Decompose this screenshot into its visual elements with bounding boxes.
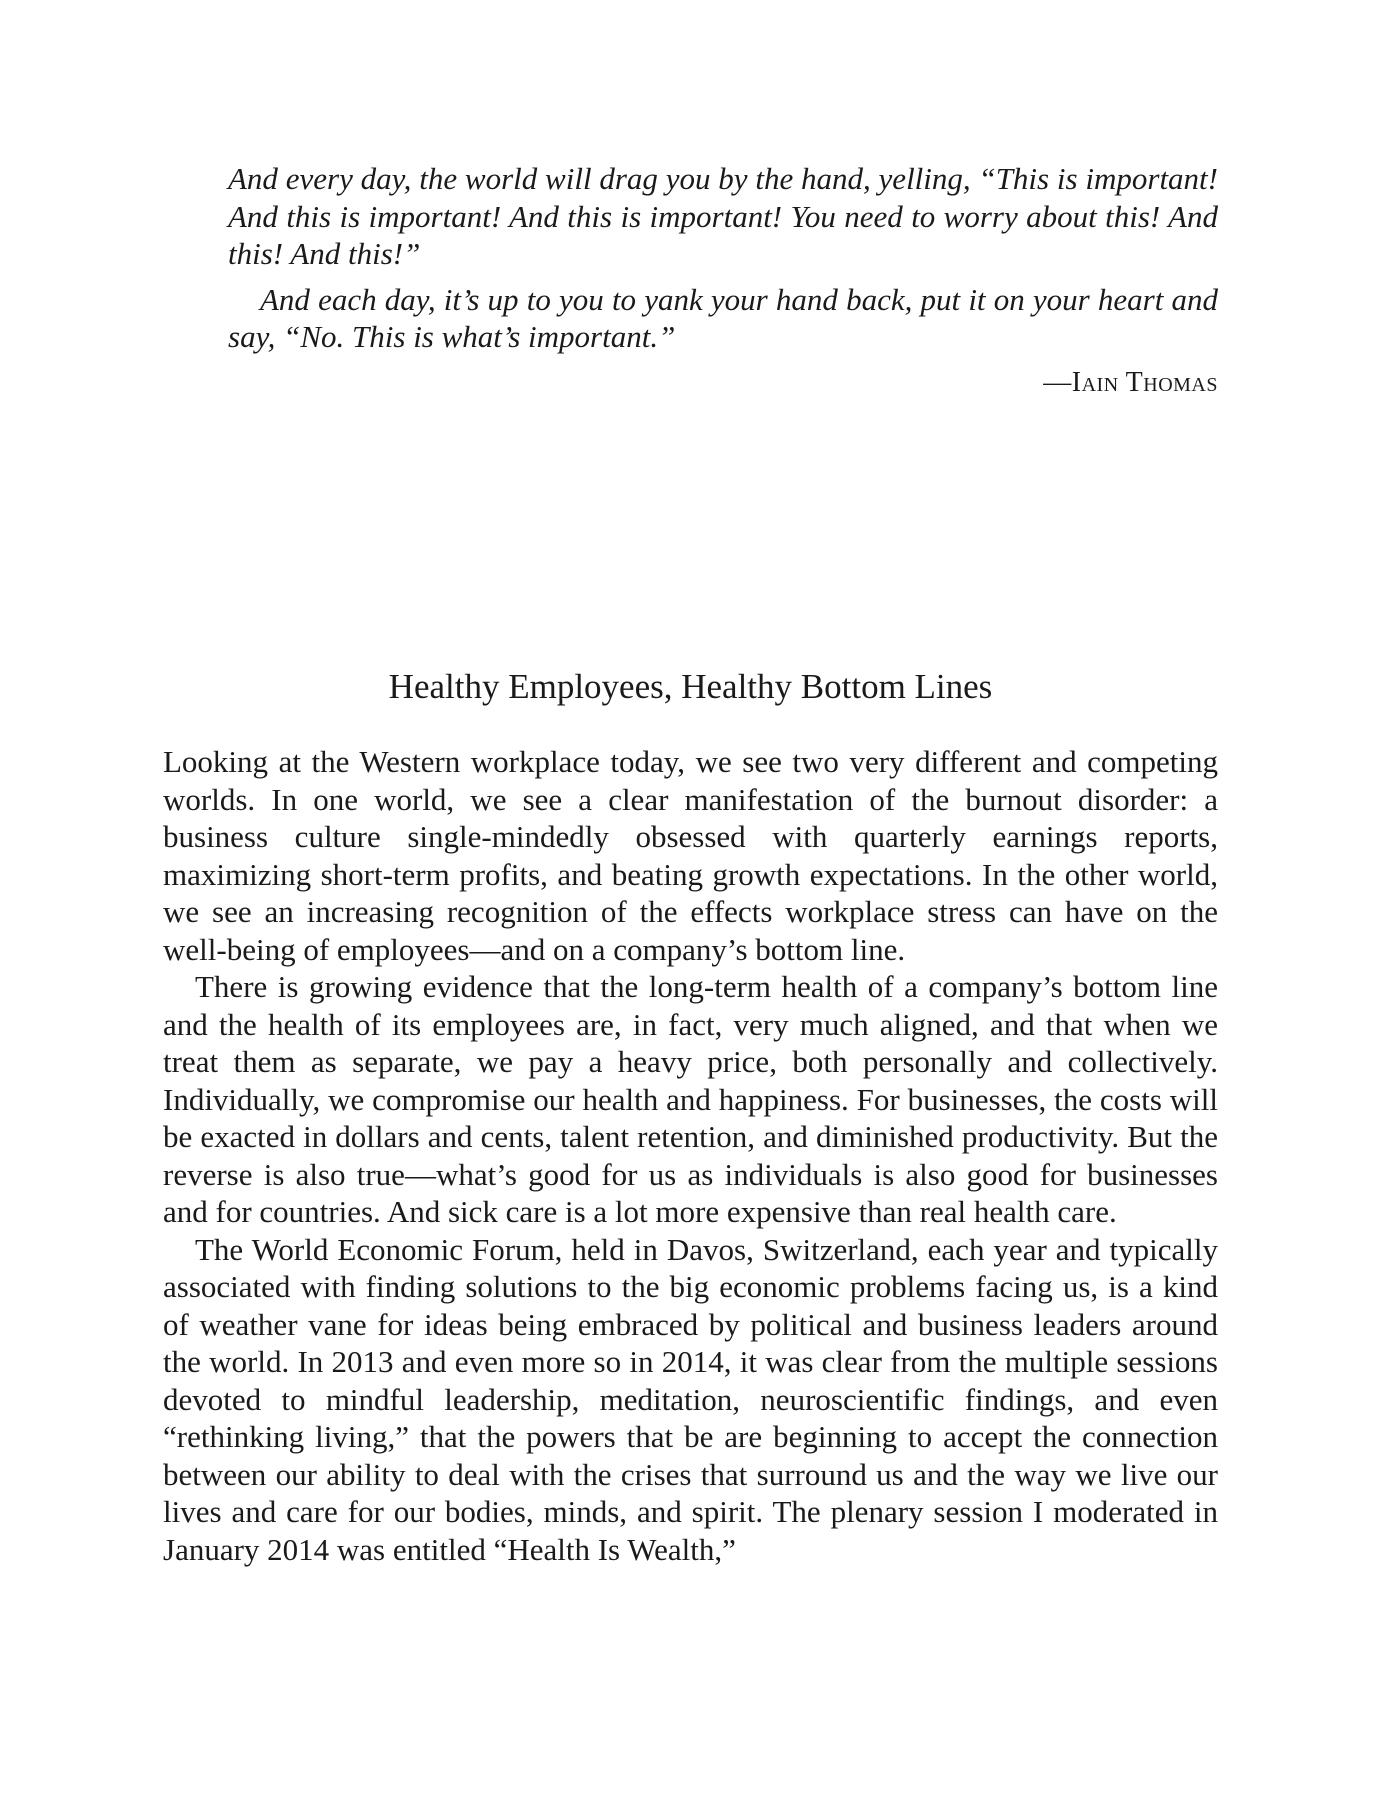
body-paragraph-1: Looking at the Western workplace today, we see two very different and competing worlds. In one world, we see a clear manifestation of the burnout disorder: a business culture single-mindedly obsessed with quarterly earnings reports, maximizing short-term profits, and beating growth expectations. In the other world, we see an increasing recognition of the effects workplace stress can have on the well-being of employees—and on a company’s bottom line. — [163, 744, 1218, 967]
epigraph-attribution — [228, 364, 1218, 401]
section-title: Healthy Employees, Healthy Bottom Lines — [388, 667, 993, 706]
epigraph-paragraph-1: And every day, the world will drag you by the hand, yelling, “This is important! And this is important! And this is important! You need to worry about this! And this! And this!” — [228, 161, 1218, 271]
attribution-text: —Iain Thomas — [1043, 366, 1218, 398]
epigraph-paragraph-2: And each day, it’s up to you to yank your hand back, put it on your heart and say, “No. This is what’s important.” — [228, 281, 1218, 354]
body-paragraph-2: There is growing evidence that the long-term health of a company’s bottom line and the health of its employees are, in fact, very much aligned, and that when we treat them as separate, we pay a heavy price, both personally and collectively. Individually, we compromise our health and happiness. For businesses, the costs will be exacted in dollars and cents, talent retention, and diminished productivity. But the reverse is also true—what’s good for us as individuals is also good for businesses and for countries. And sick care is a lot more expensive than real health care. — [163, 969, 1218, 1229]
section-body — [163, 743, 1218, 1568]
epigraph — [228, 160, 1218, 401]
body-paragraph-3: The World Economic Forum, held in Davos, Switzerland, each year and typically associated with finding solutions to the big economic problems facing us, is a kind of weather vane for ideas being embraced by political and business leaders around the world. In 2013 and even more so in 2014, it was clear from the multiple sessions devoted to mindful leadership, meditation, neuroscientific findings, and even “rethinking living,” that the powers that be are beginning to accept the connection between our ability to deal with the crises that surround us and the way we live our lives and care for our bodies, minds, and spirit. The plenary session I moderated in January 2014 was entitled “Health Is Wealth,” — [163, 1231, 1218, 1567]
